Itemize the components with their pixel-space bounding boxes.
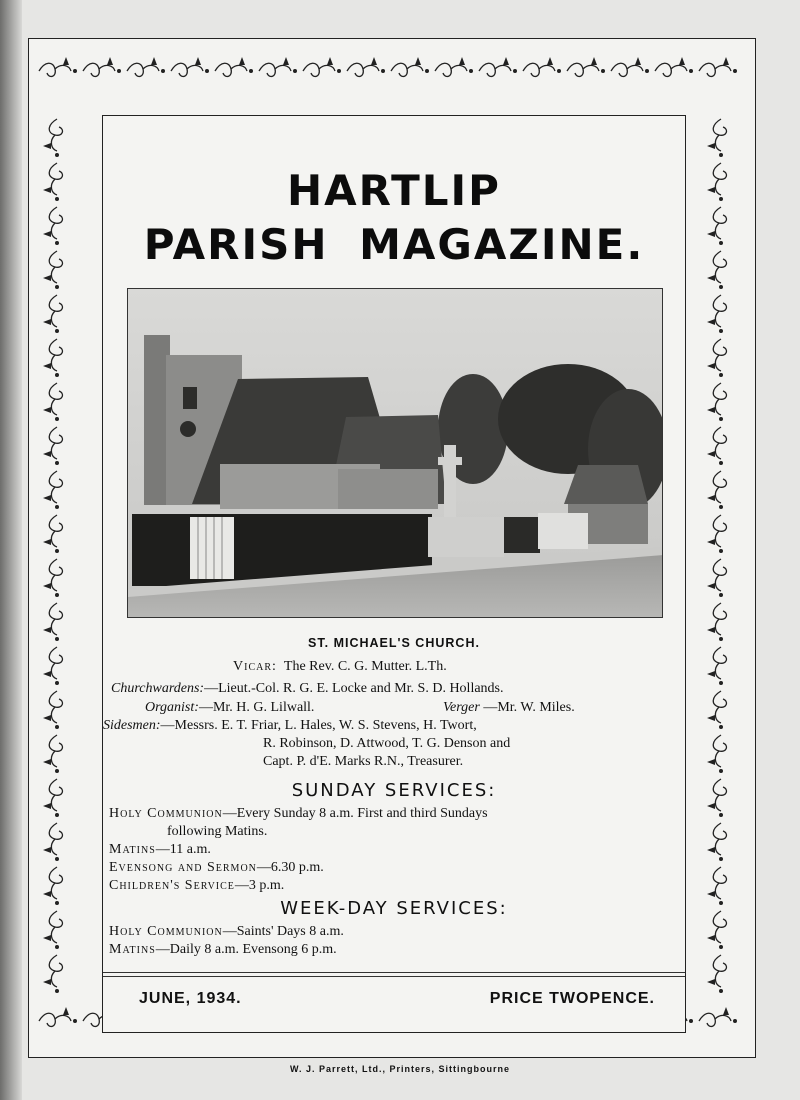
border-ornament [43,779,62,817]
verger-name: —Mr. W. Miles. [483,700,575,715]
border-ornament [127,57,165,76]
border-ornament [707,471,726,509]
footer-rule-bottom [103,976,685,977]
border-ornament [707,383,726,421]
weekday-services-heading: WEEK-DAY SERVICES: [280,898,508,919]
border-ornament [303,57,341,76]
border-ornament [707,735,726,773]
sunday-services-heading: SUNDAY SERVICES: [291,780,497,801]
border-ornament [699,57,737,76]
border-ornament [479,57,517,76]
sunday-hc-continuation: following Matins. [167,824,268,839]
weekday-hc-text: —Saints' Days 8 a.m. [222,924,344,939]
sunday-children-text: —3 p.m. [234,878,285,893]
border-ornament [699,1007,737,1026]
title-line-1: HARTLIP [287,166,501,215]
border-ornament [567,57,605,76]
border-ornament [83,57,121,76]
border-ornament [707,295,726,333]
border-ornament [43,647,62,685]
vicar-label: Vicar: [233,659,277,674]
border-ornament [43,251,62,289]
border-ornament [43,119,62,157]
sunday-matins [109,842,211,858]
border-ornament [707,427,726,465]
weekday-matins-label: Matins [109,942,156,957]
border-ornament [707,647,726,685]
border-ornament [347,57,385,76]
footer-rule-top [103,972,685,973]
border-ornament [43,207,62,245]
weekday-matins [109,942,337,958]
church-photo [127,288,663,618]
sidesmen-names-2: R. Robinson, D. Attwood, T. G. Denson and [263,736,511,751]
border-ornament [707,251,726,289]
border-ornament [391,57,429,76]
churchwardens-line [111,681,504,697]
printer-credit: W. J. Parrett, Ltd., Printers, Sittingbourne [289,1064,511,1074]
border-ornament [43,911,62,949]
book-binding-shadow [0,0,22,1100]
sunday-children-label: Children's Service [109,878,235,893]
border-ornament [43,163,62,201]
verger-line [443,700,575,716]
sidesmen-names-3: Capt. P. d'E. Marks R.N., Treasurer. [263,754,464,769]
border-ornament [707,559,726,597]
border-ornament [707,955,726,993]
organist-name: —Mr. H. G. Lilwall. [198,700,315,715]
border-ornament [43,691,62,729]
border-ornament [39,57,77,76]
border-ornament [655,57,693,76]
sidesmen-names-1: —Messrs. E. T. Friar, L. Hales, W. S. Stevens, H. Twort, [160,718,477,733]
issue-date: JUNE, 1934. [139,990,242,1007]
border-ornament [707,163,726,201]
sunday-evensong-text: —6.30 p.m. [256,860,324,875]
border-ornament [707,515,726,553]
weekday-hc-label: Holy Communion [109,924,223,939]
border-ornament [43,383,62,421]
issue-price: PRICE TWOPENCE. [489,990,655,1007]
border-ornament [43,515,62,553]
border-ornament [435,57,473,76]
photo-caption: ST. MICHAEL'S CHURCH. [308,636,480,650]
vicar-name: The Rev. C. G. Mutter. L.Th. [283,659,447,674]
weekday-matins-text: —Daily 8 a.m. Evensong 6 p.m. [155,942,337,957]
sunday-hc-label: Holy Communion [109,806,223,821]
border-ornament [523,57,561,76]
border-ornament [43,427,62,465]
border-ornament [707,867,726,905]
border-ornament [43,339,62,377]
sunday-matins-label: Matins [109,842,156,857]
churchwardens-label: Churchwardens: [111,681,205,696]
border-ornament [259,57,297,76]
border-ornament [707,779,726,817]
sidesmen-line [103,718,477,734]
border-ornament [707,691,726,729]
sunday-matins-text: —11 a.m. [155,842,211,857]
border-ornament [171,57,209,76]
border-ornament [707,207,726,245]
sunday-hc-text: —Every Sunday 8 a.m. First and third Sundays [222,806,488,821]
sunday-holy-communion [109,806,488,822]
border-ornament [707,823,726,861]
border-ornament [43,471,62,509]
sidesmen-label: Sidesmen: [103,718,161,733]
churchwardens-names: —Lieut.-Col. R. G. E. Locke and Mr. S. D. Hollands. [204,681,504,696]
border-ornament [43,735,62,773]
border-ornament [43,559,62,597]
border-ornament [707,911,726,949]
sunday-evensong-label: Evensong and Sermon [109,860,257,875]
border-ornament [43,295,62,333]
vicar-line [233,659,447,675]
verger-label: Verger [443,700,480,715]
border-ornament [707,339,726,377]
border-ornament [215,57,253,76]
border-ornament [611,57,649,76]
border-ornament [707,119,726,157]
title-line-2: PARISH MAGAZINE. [143,220,645,269]
border-ornament [43,823,62,861]
border-ornament [43,603,62,641]
cover-inner-panel [102,115,686,1033]
border-ornament [43,867,62,905]
sunday-childrens-service [109,878,284,894]
sunday-evensong [109,860,324,876]
border-ornament [39,1007,77,1026]
border-ornament [707,603,726,641]
border-ornament [43,955,62,993]
organist-line [145,700,314,716]
weekday-holy-communion [109,924,344,940]
magazine-cover [28,38,756,1058]
organist-label: Organist: [145,700,199,715]
